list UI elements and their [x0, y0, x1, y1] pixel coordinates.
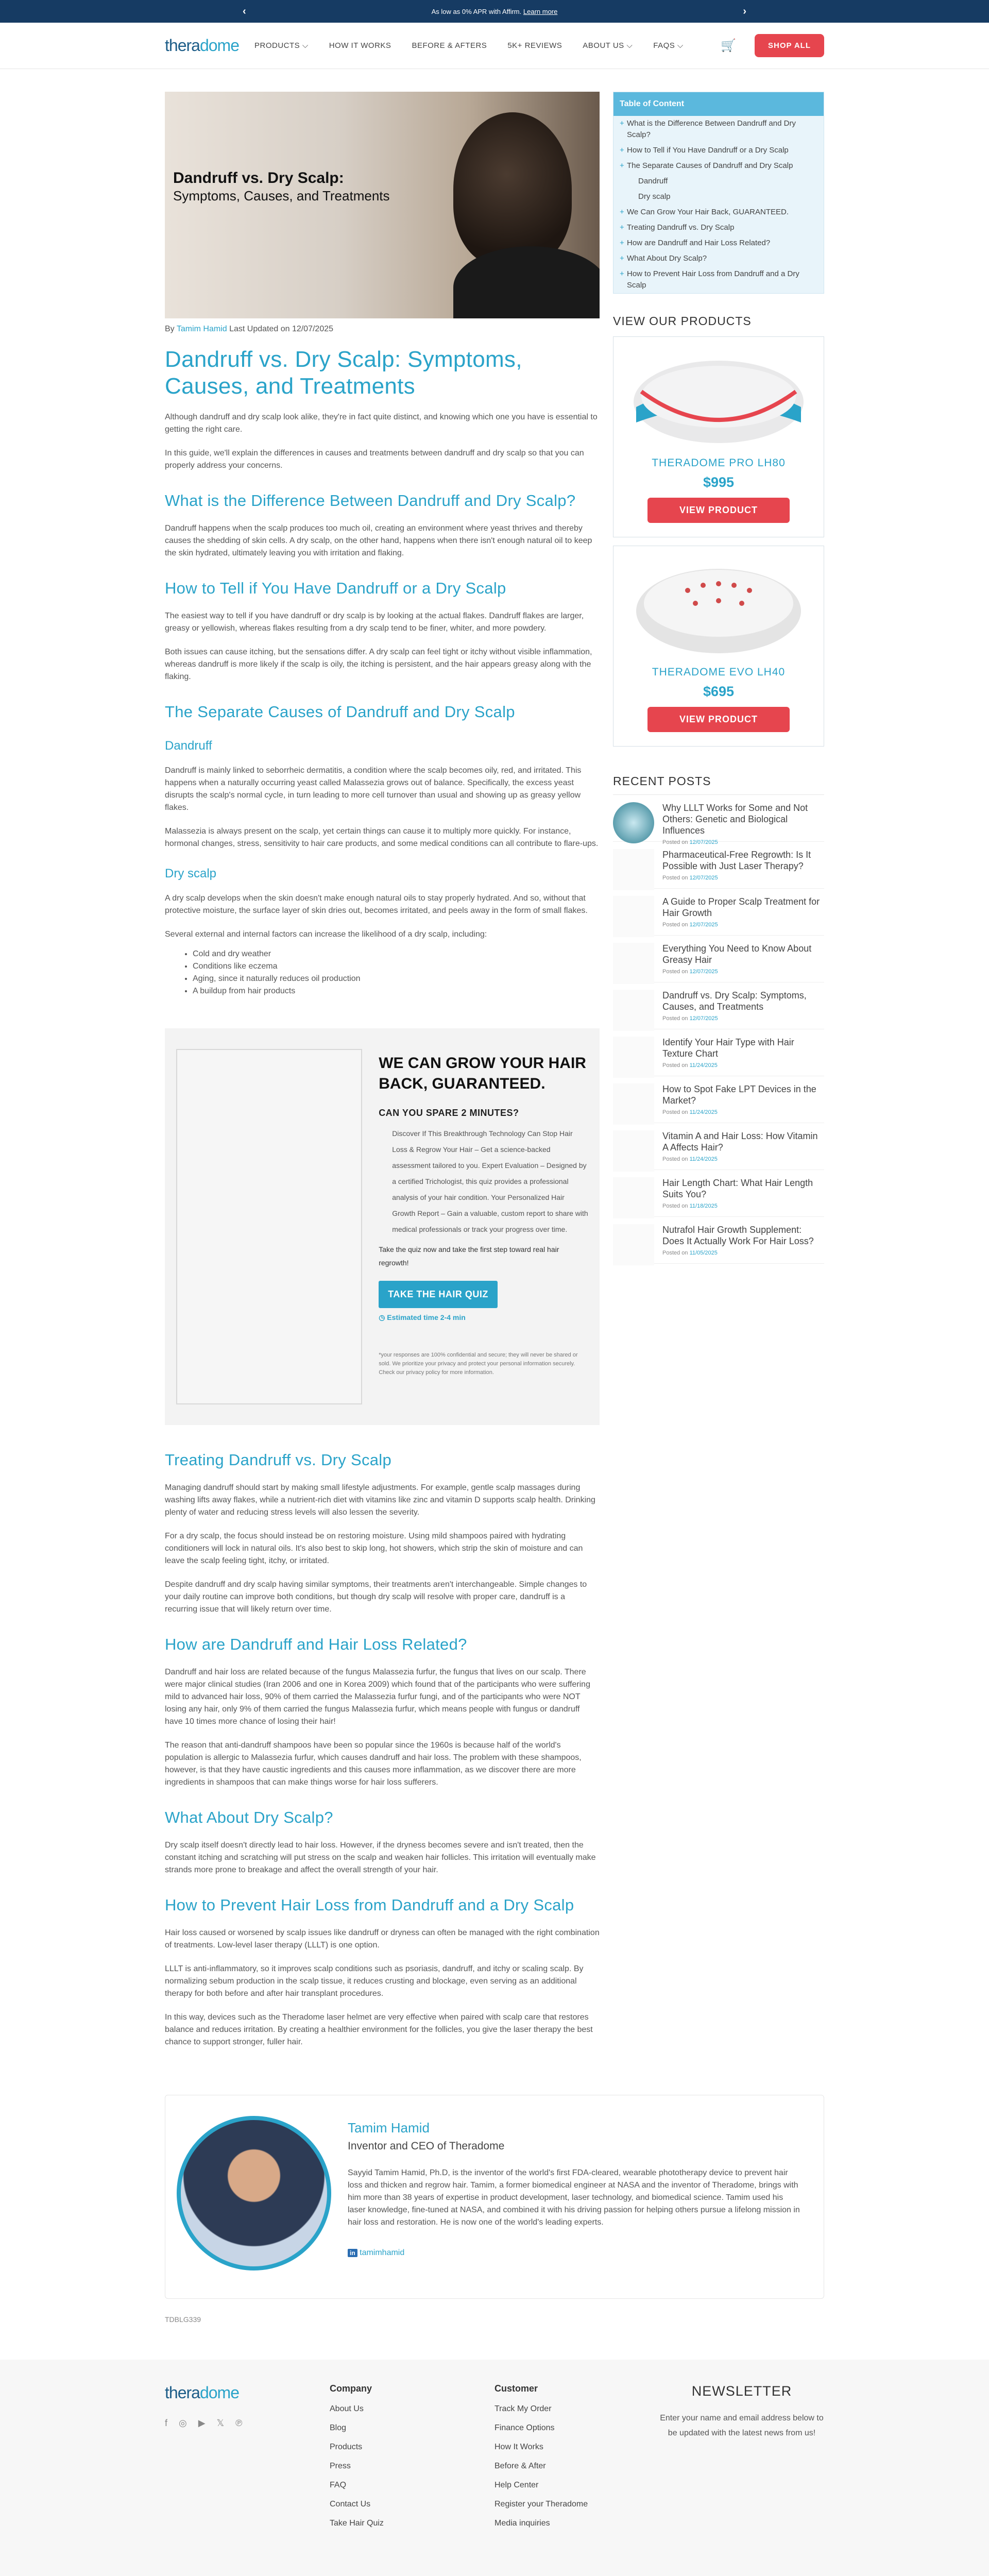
main-nav — [254, 41, 721, 50]
promo-message — [432, 8, 558, 15]
paragraph-treat-1: Managing dandruff should start by making small lifestyle adjustments. For example, gentle scalp massages during washing lifts away flakes, while a nutrient-rich diet with vitamins like zinc and vitamin D supports scalp health. Drinking plenty of water and reducing stress levels will also lessen the severity. — [165, 1483, 595, 1517]
hero-image — [165, 92, 600, 318]
post-thumbnail — [613, 1083, 654, 1125]
sidebar — [613, 92, 824, 2048]
post-thumbnail — [613, 896, 654, 937]
quiz-note: Take the quiz now and take the first step toward real hair regrowth! — [379, 1245, 559, 1267]
post-title[interactable]: Nutrafol Hair Growth Supplement: Does It Actually Work For Hair Loss? — [662, 1225, 814, 1246]
paragraph-prevent-3: In this way, devices such as the Theradome laser helmet are very effective when paired with scalp care that restores balance and reduces irritation. By creating a healthier environment for the follicles, you give the laser therapy the best chance to support stronger, fuller hair. — [165, 2013, 593, 2046]
post-date: Posted on 12/07/2025 — [662, 922, 718, 928]
paragraph-what: Dry scalp itself doesn't directly lead to hair loss. However, if the dryness becomes severe and isn't treated, then the constant itching and scratching will put stress on the scalp and weaken hair follicles. This irritation will eventually make strands more prone to breakage and affect the overall strength of your hair. — [165, 1841, 596, 1874]
newsletter — [659, 2383, 824, 2533]
post-thumbnail — [613, 1037, 654, 1078]
intro-paragraph-2: In this guide, we'll explain the differences in causes and treatments between dandruff and dry scalp so that you can properly address your concerns. — [165, 449, 584, 470]
post-date: Posted on 12/07/2025 — [662, 839, 718, 845]
footer-link[interactable]: Before & After — [494, 2462, 546, 2470]
footer-link[interactable]: Media inquiries — [494, 2519, 550, 2528]
cart-icon[interactable]: 🛒 — [721, 39, 736, 53]
list-item: • Conditions like eczema — [193, 960, 600, 973]
post-title[interactable]: Pharmaceutical-Free Regrowth: Is It Possible with Just Laser Therapy? — [662, 850, 811, 871]
footer-link[interactable]: Blog — [330, 2424, 347, 2432]
newsletter-title: NEWSLETTER — [691, 2383, 792, 2399]
author-name: Tamim Hamid — [348, 2120, 430, 2136]
toc-item[interactable]: + What About Dry Scalp? — [613, 251, 824, 266]
footer-link[interactable]: Press — [330, 2462, 351, 2470]
paragraph-loss-2: The reason that anti-dandruff shampoos have been so popular since the 1960s is because half of the world's population is allergic to Malassezia furfur, which causes dandruff and hair loss. The problem with these shampoos, however, is that they have caustic ingredients and this causes more inflammation, as we discover there are more ingredients in shampoos that can make things worse for hair loss sufferers. — [165, 1741, 582, 1787]
hero-person-head — [453, 112, 572, 267]
social-links — [165, 2418, 330, 2429]
post-thumbnail — [613, 1224, 654, 1265]
prev-arrow-icon[interactable]: ‹ — [242, 5, 246, 17]
recent-post[interactable] — [613, 1076, 824, 1123]
post-date: Posted on 11/18/2025 — [662, 1203, 718, 1209]
heading-prevent: How to Prevent Hair Loss from Dandruff and a Dry Scalp — [165, 1896, 574, 1914]
recent-post[interactable] — [613, 936, 824, 982]
site-header — [0, 23, 989, 69]
author-bio: Sayyid Tamim Hamid, Ph.D, is the inventor of the world's first FDA-cleared, wearable phototherapy device to prevent hair loss and thicken and regrow hair. Tamim, a former biomedical engineer at NASA and the inventor of Theradome, brings with him more than 38 years of expertise in product development, laser technology, and biomedical science. Tamim used his laser knowledge, fine-tuned at NASA, and combined it with his driving passion for helping others pursue a lifelong mission in hair loss and restoration. He is now one of the world's leading experts. — [348, 2168, 800, 2227]
heading-causes: The Separate Causes of Dandruff and Dry Scalp — [165, 703, 515, 721]
footer-company-title: Company — [330, 2383, 372, 2394]
list-item: • Aging, since it naturally reduces oil production — [193, 973, 600, 985]
post-date: Posted on 12/07/2025 — [662, 875, 718, 881]
byline: By Tamim Hamid Last Updated on 12/07/2025 — [165, 325, 334, 333]
toc-item[interactable]: + How are Dandruff and Hair Loss Related? — [613, 235, 824, 251]
paragraph-dandruff-1: Dandruff is mainly linked to seborrheic dermatitis, a condition where the scalp becomes oily, red, and irritated. This happens when a naturally occurring yeast called Malassezia grows out of balance. Specifically, the excess yeast disrupts the scalp's normal cycle, in turn leading to more cell turnover than usual and showing up as greasy yellow flakes. — [165, 766, 582, 812]
footer-customer-title: Customer — [494, 2383, 538, 2394]
facebook-icon[interactable]: f — [165, 2418, 168, 2428]
post-date: Posted on 12/07/2025 — [662, 1015, 718, 1022]
instagram-icon[interactable]: ◎ — [179, 2418, 187, 2428]
nav-how-it-works[interactable]: HOW IT WORKS — [329, 41, 391, 50]
newsletter-text: Enter your name and email address below to be updated with the latest news from us! — [660, 2414, 824, 2437]
heading-difference: What is the Difference Between Dandruff and Dry Scalp? — [165, 492, 576, 510]
quiz-estimated-time: ◷ Estimated time 2-4 min — [379, 1313, 466, 1321]
toc-item[interactable]: Dry scalp — [638, 192, 671, 201]
toc-item[interactable]: + Treating Dandruff vs. Dry Scalp — [613, 220, 824, 235]
site-footer — [0, 2360, 989, 2576]
quiz-image-placeholder — [176, 1049, 362, 1404]
article-title: Dandruff vs. Dry Scalp: Symptoms, Causes, and Treatments — [165, 347, 522, 399]
pinterest-icon[interactable]: ℗ — [235, 2418, 243, 2428]
post-title[interactable]: How to Spot Fake LPT Devices in the Market? — [662, 1084, 816, 1106]
paragraph-prevent-1: Hair loss caused or worsened by scalp issues like dandruff or dryness can often be managed with the right combination of treatments. Low-level laser therapy (LLLT) is one option. — [165, 1928, 600, 1950]
post-title[interactable]: Identify Your Hair Type with Hair Texture Chart — [662, 1037, 794, 1059]
evo-lh40-helmet-image — [626, 554, 811, 657]
linkedin-icon: in — [348, 2249, 357, 2257]
product-name: THERADOME EVO LH40 — [652, 666, 786, 678]
view-products-heading: VIEW OUR PRODUCTS — [613, 314, 752, 328]
product-price: $995 — [703, 474, 735, 490]
post-thumbnail — [613, 990, 654, 1031]
footer-link[interactable]: FAQ — [330, 2481, 347, 2489]
footer-link[interactable]: Track My Order — [494, 2404, 552, 2413]
footer-link[interactable]: Finance Options — [494, 2424, 555, 2432]
promo-text: As low as 0% APR with Affirm. — [431, 7, 522, 15]
heading-what-about: What About Dry Scalp? — [165, 1808, 333, 1826]
heading-how-to-tell: How to Tell if You Have Dandruff or a Dry Scalp — [165, 579, 506, 597]
post-thumbnail — [613, 943, 654, 984]
footer-company — [330, 2383, 494, 2533]
quiz-fine-print: *your responses are 100% confidential and secure; they will never be shared or sold. We prioritize your privacy and protect your personal information securely. Check our privacy policy for more information. — [379, 1352, 578, 1376]
post-date: Posted on 11/05/2025 — [662, 1250, 718, 1256]
pro-lh80-helmet-image — [626, 345, 811, 448]
paragraph-dry-2: Several external and internal factors can increase the likelihood of a dry scalp, including: — [165, 930, 487, 939]
youtube-icon[interactable]: ▶ — [198, 2418, 206, 2428]
x-icon[interactable]: 𝕏 — [216, 2418, 225, 2428]
hero-title: Dandruff vs. Dry Scalp: — [173, 170, 344, 187]
toc-item[interactable]: + The Separate Causes of Dandruff and Dry Scalp — [613, 158, 824, 174]
post-thumbnail — [613, 1130, 654, 1172]
promo-bar — [0, 0, 989, 23]
footer-link[interactable]: Take Hair Quiz — [330, 2519, 384, 2528]
article — [165, 92, 600, 2048]
blog-code: TDBLG339 — [165, 2315, 201, 2324]
recent-post[interactable] — [613, 795, 824, 845]
post-thumbnail — [613, 849, 654, 890]
nav-products[interactable]: PRODUCTS ⌵ — [254, 41, 309, 50]
recent-post[interactable] — [613, 889, 824, 936]
recent-post[interactable] — [613, 982, 824, 1029]
subheading-dandruff: Dandruff — [165, 739, 212, 753]
take-hair-quiz-button[interactable]: TAKE THE HAIR QUIZ — [379, 1281, 498, 1308]
recent-posts-heading: RECENT POSTS — [613, 774, 711, 788]
post-title[interactable]: Dandruff vs. Dry Scalp: Symptoms, Causes, and Treatments — [662, 990, 807, 1012]
paragraph-dandruff-2: Malassezia is always present on the scalp, yet certain things can cause it to multiply more quickly. For instance, hormonal changes, stress, sensitivity to hair care products, and some medical conditions can all contribute to flare-ups. — [165, 827, 599, 848]
nav-before-afters[interactable]: BEFORE & AFTERS — [412, 41, 487, 50]
dry-scalp-causes-list — [165, 948, 600, 997]
toc-item[interactable]: + We Can Grow Your Hair Back, GUARANTEED. — [613, 205, 824, 220]
author-linkedin-link[interactable]: in tamimhamid — [348, 2248, 801, 2258]
post-title[interactable]: Everything You Need to Know About Greasy Hair — [662, 943, 812, 965]
clock-icon: ◷ — [379, 1313, 387, 1321]
paragraph-loss-1: Dandruff and hair loss are related because of the fungus Malassezia furfur, the fungus that lives on our scalp. There were major clinical studies (Iran 2006 and one in Korea 2009) which found that of the participants who were suffering mild to advanced hair loss, 90% of them carried the Malassezia furfur fungi, and of the participants who were NOT losing any hair, only 9% of them carried the fungus Malassezia furfur, which means people with fungus or dandruff have 10 times more chance of losing their hair! — [165, 1668, 590, 1726]
paragraph-difference: Dandruff happens when the scalp produces too much oil, creating an environment where yeast thrives and thereby causes the shedding of skin cells. A dry scalp, on the other hand, happens when there isn't enough natural oil to keep the skin hydrated, ultimately leaving you with irritation and flaking. — [165, 524, 592, 557]
toc-item[interactable]: + How to Tell if You Have Dandruff or a Dry Scalp — [613, 143, 824, 158]
recent-post[interactable] — [613, 1217, 824, 1264]
table-of-contents — [613, 92, 824, 294]
paragraph-treat-2: For a dry scalp, the focus should instead be on restoring moisture. Using mild shampoos paired with hydrating conditioners will lock in natural oils. It's also best to skip long, hot showers, which strip the skin of moisture and can leave the scalp feeling tight, itchy, or irritated. — [165, 1532, 583, 1565]
quiz-body: Discover If This Breakthrough Technology Can Stop Hair Loss & Regrow Your Hair – Get a science-backed assessment tailored to you. Expert Evaluation – Designed by a certified Trichologist, this quiz provides a professional analysis of your hair condition. Your Personalized Hair Growth Report – Gain a valuable, custom report to share with medical professionals or track your progress over time. — [392, 1129, 588, 1233]
next-arrow-icon[interactable]: › — [743, 5, 747, 17]
subheading-dry-scalp: Dry scalp — [165, 867, 217, 880]
view-product-button[interactable]: VIEW PRODUCT — [647, 707, 790, 732]
post-thumbnail — [613, 802, 654, 843]
post-title[interactable]: Why LLLT Works for Some and Not Others: Genetic and Biological Influences — [662, 803, 808, 836]
author-link[interactable]: Tamim Hamid — [176, 325, 227, 333]
product-name: THERADOME PRO LH80 — [652, 457, 786, 469]
paragraph-prevent-2: LLLT is anti-inflammatory, so it improves scalp conditions such as psoriasis, dandruff, and itchy or scaling scalp. By normalizing sebum production in the scalp tissue, it reduces crusting and blockage, even serving as an additional therapy for both before and after hair transplant procedures. — [165, 1964, 584, 1998]
promo-learn-more-link[interactable]: Learn more — [523, 7, 558, 15]
post-date: Posted on 11/24/2025 — [662, 1109, 718, 1115]
list-item: • A buildup from hair products — [193, 985, 600, 997]
product-card-pro[interactable] — [613, 336, 824, 537]
paragraph-tell-1: The easiest way to tell if you have dandruff or dry scalp is by looking at the actual flakes. Dandruff flakes are larger, greasy or yellowish, whereas flakes resulting from a dry scalp tend to be finer, whiter, and more powdery. — [165, 612, 584, 633]
footer-link[interactable]: About Us — [330, 2404, 364, 2413]
footer-link[interactable]: Register your Theradome — [494, 2500, 588, 2509]
post-title[interactable]: Vitamin A and Hair Loss: How Vitamin A Affects Hair? — [662, 1131, 818, 1153]
paragraph-treat-3: Despite dandruff and dry scalp having similar symptoms, their treatments aren't interchangeable. Simple changes to your daily routine can improve both conditions, but though dry scalp will resolve with proper care, dandruff is a recurring issue that will likely return over time. — [165, 1580, 587, 1614]
toc-title: Table of Content — [613, 92, 824, 116]
paragraph-tell-2: Both issues can cause itching, but the sensations differ. A dry scalp can feel tight or itchy without visible inflammation, whereas dandruff is more likely if the scalp is oily, the itching is persistent, and the hair appears greasy along with the flaking. — [165, 648, 592, 681]
product-card-evo[interactable] — [613, 546, 824, 747]
heading-treating: Treating Dandruff vs. Dry Scalp — [165, 1451, 392, 1469]
nav-about-us[interactable]: ABOUT US ⌵ — [583, 41, 633, 50]
quiz-subtitle: CAN YOU SPARE 2 MINUTES? — [379, 1108, 519, 1118]
recent-post[interactable] — [613, 1029, 824, 1076]
paragraph-dry-1: A dry scalp develops when the skin doesn't make enough natural oils to stay properly hydrated. And so, without that protective moisture, the surface layer of skin dries out, becomes irritated, and peels away in the form of small flakes. — [165, 894, 588, 915]
recent-post[interactable] — [613, 842, 824, 889]
nav-faqs[interactable]: FAQS ⌵ — [653, 41, 684, 50]
footer-link[interactable]: Help Center — [494, 2481, 539, 2489]
theradome-logo[interactable]: theradome — [165, 36, 239, 55]
recent-post[interactable] — [613, 1170, 824, 1217]
author-role: Inventor and CEO of Theradome — [348, 2140, 505, 2152]
post-thumbnail — [613, 1177, 654, 1218]
quiz-title: WE CAN GROW YOUR HAIR BACK, GUARANTEED. — [379, 1055, 586, 1092]
post-date: Posted on 12/07/2025 — [662, 969, 718, 975]
list-item: • Cold and dry weather — [193, 948, 600, 960]
recent-posts-list — [613, 794, 824, 1264]
hero-subtitle: Symptoms, Causes, and Treatments — [173, 188, 390, 204]
nav-reviews[interactable]: 5K+ REVIEWS — [507, 41, 562, 50]
post-title[interactable]: Hair Length Chart: What Hair Length Suits You? — [662, 1178, 813, 1199]
intro-paragraph-1: Although dandruff and dry scalp look alike, they're in fact quite distinct, and knowing which one you have is essential to getting the right care. — [165, 413, 598, 434]
shop-all-button[interactable]: SHOP ALL — [755, 34, 824, 57]
toc-item[interactable]: Dandruff — [638, 177, 668, 185]
footer-link[interactable]: How It Works — [494, 2443, 543, 2451]
toc-item[interactable]: + What is the Difference Between Dandruff and Dry Scalp? — [613, 116, 824, 143]
post-date: Posted on 11/24/2025 — [662, 1156, 718, 1162]
view-product-button[interactable]: VIEW PRODUCT — [647, 498, 790, 523]
toc-item[interactable]: + How to Prevent Hair Loss from Dandruff and a Dry Scalp — [613, 266, 824, 293]
recent-post[interactable] — [613, 1123, 824, 1170]
author-avatar — [177, 2116, 331, 2270]
post-date: Posted on 11/24/2025 — [662, 1062, 718, 1069]
post-title[interactable]: A Guide to Proper Scalp Treatment for Hair Growth — [662, 896, 820, 918]
footer-logo[interactable]: theradome — [165, 2383, 239, 2402]
hair-quiz-banner — [165, 1028, 600, 1425]
footer-customer — [494, 2383, 659, 2533]
footer-link[interactable]: Contact Us — [330, 2500, 371, 2509]
author-box — [165, 2095, 824, 2299]
product-price: $695 — [703, 684, 735, 699]
heading-hair-loss: How are Dandruff and Hair Loss Related? — [165, 1635, 467, 1653]
footer-link[interactable]: Products — [330, 2443, 363, 2451]
